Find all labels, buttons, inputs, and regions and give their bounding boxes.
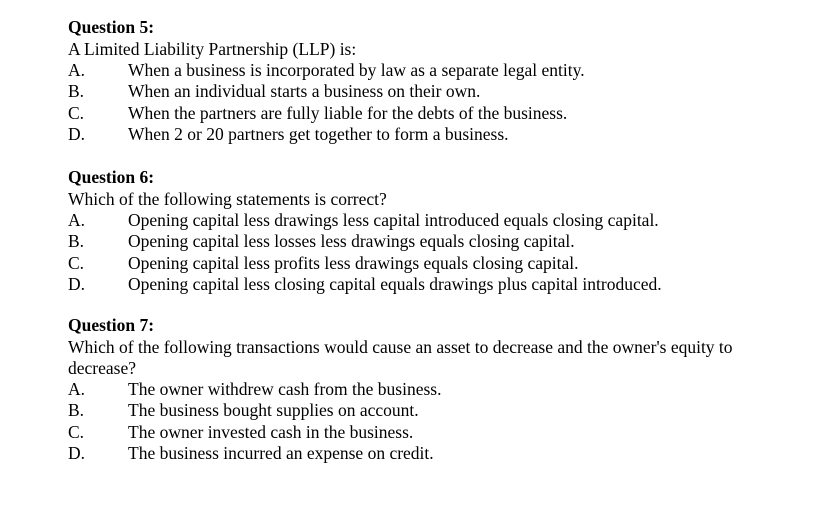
option-text: The owner invested cash in the business. bbox=[128, 421, 414, 442]
option-b bbox=[68, 231, 788, 252]
option-d bbox=[68, 274, 788, 295]
option-text: The business incurred an expense on credit. bbox=[128, 442, 434, 463]
option-b bbox=[68, 400, 788, 421]
option-c bbox=[68, 103, 788, 124]
option-d bbox=[68, 443, 788, 464]
option-letter: A. bbox=[68, 60, 86, 80]
option-letter: B. bbox=[68, 400, 85, 421]
option-b bbox=[68, 81, 788, 102]
option-letter: B. bbox=[68, 231, 85, 252]
option-text: Opening capital less profits less drawings equals closing capital. bbox=[128, 252, 579, 273]
option-text: When the partners are fully liable for the debts of the business. bbox=[128, 102, 568, 123]
option-letter: B. bbox=[68, 81, 85, 102]
option-text: When a business is incorporated by law as a separate legal entity. bbox=[128, 60, 585, 80]
question-5 bbox=[68, 17, 788, 145]
question-title: Question 6: bbox=[68, 167, 155, 187]
question-title: Question 7: bbox=[68, 315, 155, 335]
option-letter: D. bbox=[68, 273, 86, 294]
option-text: The owner withdrew cash from the business. bbox=[128, 379, 442, 399]
option-letter: D. bbox=[68, 442, 86, 463]
option-d bbox=[68, 124, 788, 145]
question-stem: Which of the following transactions would cause an asset to decrease and the owner's equity to decrease? bbox=[68, 337, 733, 378]
option-letter: C. bbox=[68, 252, 85, 273]
option-text: Opening capital less closing capital equals drawings plus capital introduced. bbox=[128, 273, 662, 294]
option-text: When an individual starts a business on their own. bbox=[128, 81, 481, 102]
option-a bbox=[68, 210, 788, 231]
question-title: Question 5: bbox=[68, 17, 155, 37]
option-letter: C. bbox=[68, 102, 85, 123]
question-7 bbox=[68, 315, 788, 464]
option-letter: D. bbox=[68, 123, 86, 144]
option-letter: C. bbox=[68, 421, 85, 442]
option-text: When 2 or 20 partners get together to form a business. bbox=[128, 123, 509, 144]
question-stem: Which of the following statements is correct? bbox=[68, 189, 387, 209]
option-letter: A. bbox=[68, 210, 86, 230]
question-stem: A Limited Liability Partnership (LLP) is: bbox=[68, 39, 357, 59]
option-a bbox=[68, 379, 788, 400]
option-text: The business bought supplies on account. bbox=[128, 400, 419, 421]
option-c bbox=[68, 422, 788, 443]
question-6 bbox=[68, 167, 788, 295]
option-text: Opening capital less drawings less capital introduced equals closing capital. bbox=[128, 210, 659, 230]
option-c bbox=[68, 253, 788, 274]
option-text: Opening capital less losses less drawings equals closing capital. bbox=[128, 231, 575, 252]
option-letter: A. bbox=[68, 379, 86, 399]
option-a bbox=[68, 60, 788, 81]
